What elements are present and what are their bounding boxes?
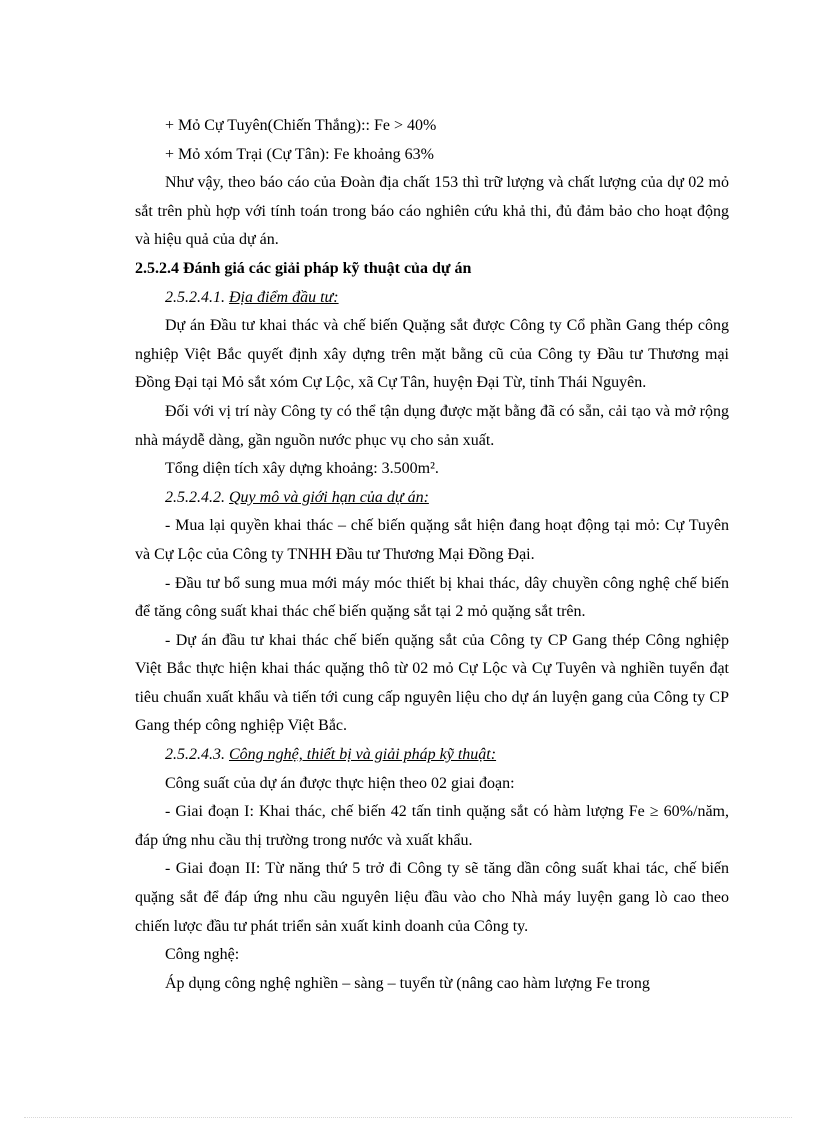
subheading-title: Quy mô và giới hạn của dự án: (229, 488, 429, 506)
paragraph-scale-3: - Dự án đầu tư khai thác chế biến quặng sắt của Công ty CP Gang thép Công nghiệp Việt Bắc thực hiện khai thác quặng thô từ 02 mỏ Cự Lộc và Cự Tuyên và nghiền tuyển đạt tiêu chuẩn xuất khẩu và tiến tới cung cấp nguyên liệu cho dự án luyện gang của Công ty CP Gang thép công nghiệp Việt Bắc. (135, 631, 729, 735)
paragraph-scale-1: - Mua lại quyền khai thác – chế biến quặng sắt hiện đang hoạt động tại mỏ: Cự Tuyên và Cự Lộc của Công ty TNHH Đầu tư Thương Mại Đồng Đại. (135, 517, 729, 563)
paragraph-technology-label: Công nghệ: (165, 946, 240, 964)
page-bottom-rule (24, 1117, 792, 1118)
list-item-cu-tuyen: + Mỏ Cự Tuyên(Chiến Thắng):: Fe > 40% (165, 117, 437, 134)
subheading-number: 2.5.2.4.3. (165, 746, 225, 764)
paragraph-location: Dự án Đầu tư khai thác và chế biến Quặng sắt được Công ty Cổ phần Gang thép công nghiệp Việt Bắc quyết định xây dựng trên mặt bằng cũ của Công ty Đầu tư Thương mại Đồng Đại tại Mỏ sắt xóm Cự Lộc, xã Cự Tân, huyện Đại Từ, tỉnh Thái Nguyên. (135, 317, 729, 392)
subheading-number: 2.5.2.4.2. (165, 488, 225, 506)
subheading-title: Địa điểm đầu tư: (229, 288, 339, 306)
paragraph-site-advantages: Đối với vị trí này Công ty có thể tận dụng được mặt bằng đã có sẵn, cải tạo và mở rộng nhà máydễ dàng, gần nguồn nước phục vụ cho sản xuất. (135, 402, 729, 449)
paragraph-reserves: Như vậy, theo báo cáo của Đoàn địa chất 153 thì trữ lượng và chất lượng của dự 02 mỏ sắt trên phù hợp với tính toán trong báo cáo nghiên cứu khả thi, đủ đảm bảo cho hoạt động và hiệu quả của dự án. (135, 174, 729, 249)
paragraph-phase-1: - Giai đoạn I: Khai thác, chế biến 42 tấn tinh quặng sắt có hàm lượng Fe ≥ 60%/năm, đáp ứng nhu cầu thị trường trong nước và xuất khẩu. (135, 803, 729, 849)
subheading-title: Công nghệ, thiết bị và giải pháp kỹ thuật: (229, 746, 497, 764)
subheading-location (135, 284, 729, 313)
subheading-technology (135, 741, 729, 770)
paragraph-capacity: Công suất của dự án được thực hiện theo 02 giai đoạn: (165, 774, 515, 792)
paragraph-phase-2: - Giai đoạn II: Từ năng thứ 5 trở đi Công ty sẽ tăng dần công suất khai tác, chế biến quặng sắt để đáp ứng nhu cầu nguyên liệu đầu vào cho Nhà máy luyện gang lò cao theo chiến lược đầu tư phát triển sản xuất kinh doanh của Công ty. (135, 860, 729, 935)
subheading-scale (135, 484, 729, 513)
section-heading: 2.5.2.4 Đánh giá các giải pháp kỹ thuật của dự án (135, 259, 472, 277)
paragraph-total-area: Tổng diện tích xây dựng khoảng: 3.500m². (165, 460, 439, 478)
subheading-number: 2.5.2.4.1. (165, 288, 225, 306)
list-item-xom-trai: + Mỏ xóm Trại (Cự Tân): Fe khoảng 63% (165, 145, 434, 163)
paragraph-scale-2: - Đầu tư bổ sung mua mới máy móc thiết bị khai thác, dây chuyền công nghệ chế biến để tăng công suất khai thác chế biến quặng sắt tại 2 mỏ quặng sắt trên. (135, 574, 729, 621)
paragraph-technology-detail: Áp dụng công nghệ nghiền – sàng – tuyển từ (nâng cao hàm lượng Fe trong (165, 974, 650, 992)
document-body (135, 112, 729, 998)
